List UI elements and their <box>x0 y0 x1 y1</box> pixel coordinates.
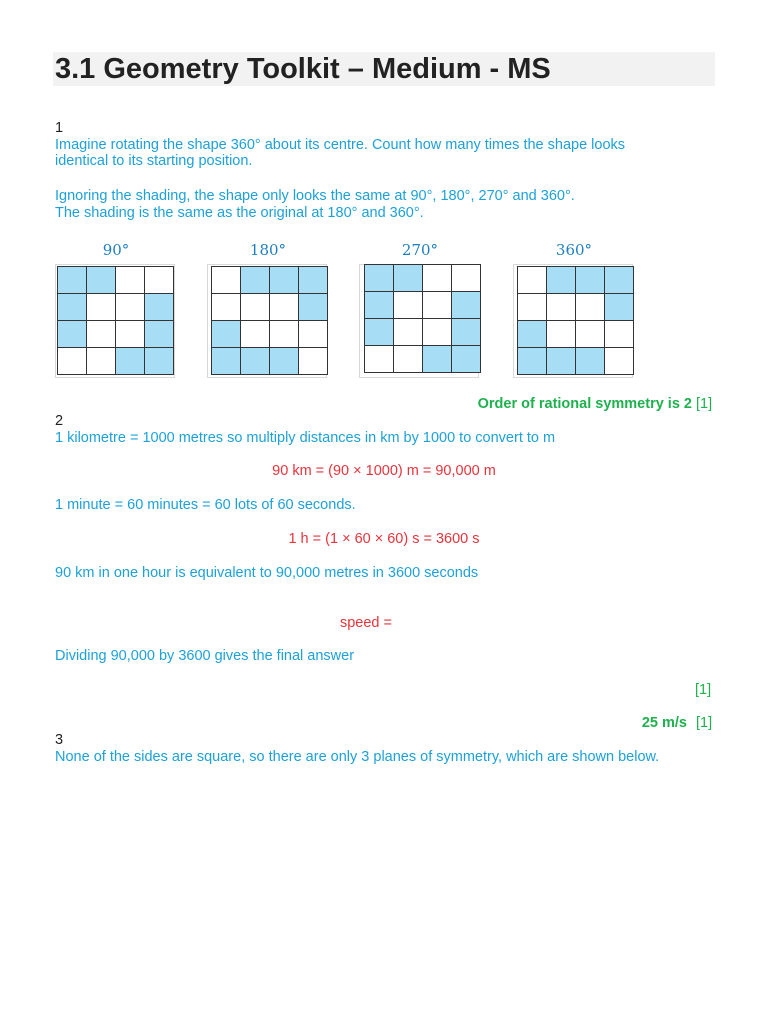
shaded-cell <box>365 319 394 346</box>
shaded-cell <box>547 267 576 294</box>
q2-equation-1: 90 km = (90 × 1000) m = 90,000 m <box>272 463 496 479</box>
shaded-cell <box>394 265 423 292</box>
shaded-cell <box>452 319 481 346</box>
q2-text-line3: 90 km in one hour is equivalent to 90,000 metres in 3600 seconds <box>55 565 479 581</box>
shaded-cell <box>270 267 299 294</box>
grid-cell <box>547 294 576 321</box>
grid-cell <box>241 321 270 348</box>
shaded-cell <box>547 348 576 375</box>
grid-cell <box>241 294 270 321</box>
shaded-cell <box>365 292 394 319</box>
grid-cell <box>365 346 394 373</box>
grid-cell <box>270 321 299 348</box>
grid-cell <box>423 292 452 319</box>
angle-label-360: 360° <box>555 241 593 259</box>
shaded-cell <box>365 265 394 292</box>
angle-label-270: 270° <box>401 241 439 259</box>
shaded-cell <box>116 348 145 375</box>
shaded-cell <box>576 267 605 294</box>
shaded-cell <box>423 346 452 373</box>
rotation-grid-90 <box>57 266 174 375</box>
grid-cell <box>518 267 547 294</box>
rotation-grid-360 <box>517 266 634 375</box>
q2-mark-2: [1] <box>696 715 713 731</box>
grid-cell <box>116 267 145 294</box>
page-title: 3.1 Geometry Toolkit – Medium - MS <box>55 53 551 85</box>
grid-cell <box>87 321 116 348</box>
grid-cell <box>87 294 116 321</box>
shaded-cell <box>58 267 87 294</box>
shaded-cell <box>145 294 174 321</box>
grid-cell <box>605 348 634 375</box>
grid-cell <box>547 321 576 348</box>
q1-text-line2: identical to its starting position. <box>55 153 253 169</box>
q1-text-line4: The shading is the same as the original at 180° and 360°. <box>55 205 424 221</box>
question-1-number: 1 <box>55 120 64 136</box>
shaded-cell <box>605 294 634 321</box>
grid-cell <box>576 321 605 348</box>
shaded-cell <box>299 267 328 294</box>
shaded-cell <box>212 348 241 375</box>
grid-cell <box>87 348 116 375</box>
q3-text-line1: None of the sides are square, so there are only 3 planes of symmetry, which are shown below. <box>55 749 660 765</box>
shaded-cell <box>605 267 634 294</box>
shaded-cell <box>58 321 87 348</box>
grid-cell <box>270 294 299 321</box>
rotation-grid-180 <box>211 266 328 375</box>
q2-text-line1: 1 kilometre = 1000 metres so multiply distances in km by 1000 to convert to m <box>55 430 556 446</box>
shaded-cell <box>87 267 116 294</box>
grid-cell <box>212 267 241 294</box>
shaded-cell <box>241 267 270 294</box>
grid-cell <box>423 265 452 292</box>
grid-cell <box>145 267 174 294</box>
question-3-number: 3 <box>55 732 64 748</box>
grid-cell <box>518 294 547 321</box>
grid-cell <box>605 321 634 348</box>
grid-cell <box>452 265 481 292</box>
q2-mark-1: [1] <box>695 682 712 698</box>
shaded-cell <box>518 348 547 375</box>
shaded-cell <box>576 348 605 375</box>
question-2-number: 2 <box>55 413 64 429</box>
shaded-cell <box>452 346 481 373</box>
rotation-grid-270 <box>364 264 481 373</box>
shaded-cell <box>299 294 328 321</box>
shaded-cell <box>241 348 270 375</box>
shaded-cell <box>212 321 241 348</box>
grid-cell <box>116 321 145 348</box>
grid-cell <box>299 321 328 348</box>
shaded-cell <box>270 348 299 375</box>
shaded-cell <box>58 294 87 321</box>
q2-text-line4: Dividing 90,000 by 3600 gives the final answer <box>55 648 355 664</box>
q2-equation-2: 1 h = (1 × 60 × 60) s = 3600 s <box>288 531 480 547</box>
q2-equation-3: speed = <box>339 615 392 631</box>
grid-cell <box>423 319 452 346</box>
shaded-cell <box>145 348 174 375</box>
grid-cell <box>58 348 87 375</box>
shaded-cell <box>145 321 174 348</box>
q1-text-line1: Imagine rotating the shape 360° about its centre. Count how many times the shape looks <box>55 137 626 153</box>
grid-cell <box>212 294 241 321</box>
shaded-cell <box>518 321 547 348</box>
grid-cell <box>394 292 423 319</box>
grid-cell <box>299 348 328 375</box>
grid-cell <box>116 294 145 321</box>
q1-text-line3: Ignoring the shading, the shape only looks the same at 90°, 180°, 270° and 360°. <box>55 188 575 204</box>
grid-cell <box>394 319 423 346</box>
grid-cell <box>576 294 605 321</box>
q2-answer: 25 m/s <box>641 715 687 731</box>
angle-label-180: 180° <box>249 241 287 259</box>
angle-label-90: 90° <box>102 241 130 259</box>
shaded-cell <box>452 292 481 319</box>
grid-cell <box>394 346 423 373</box>
q1-mark: [1] <box>696 396 713 412</box>
q2-text-line2: 1 minute = 60 minutes = 60 lots of 60 seconds. <box>55 497 356 513</box>
q1-answer: Order of rational symmetry is 2 <box>477 396 692 412</box>
